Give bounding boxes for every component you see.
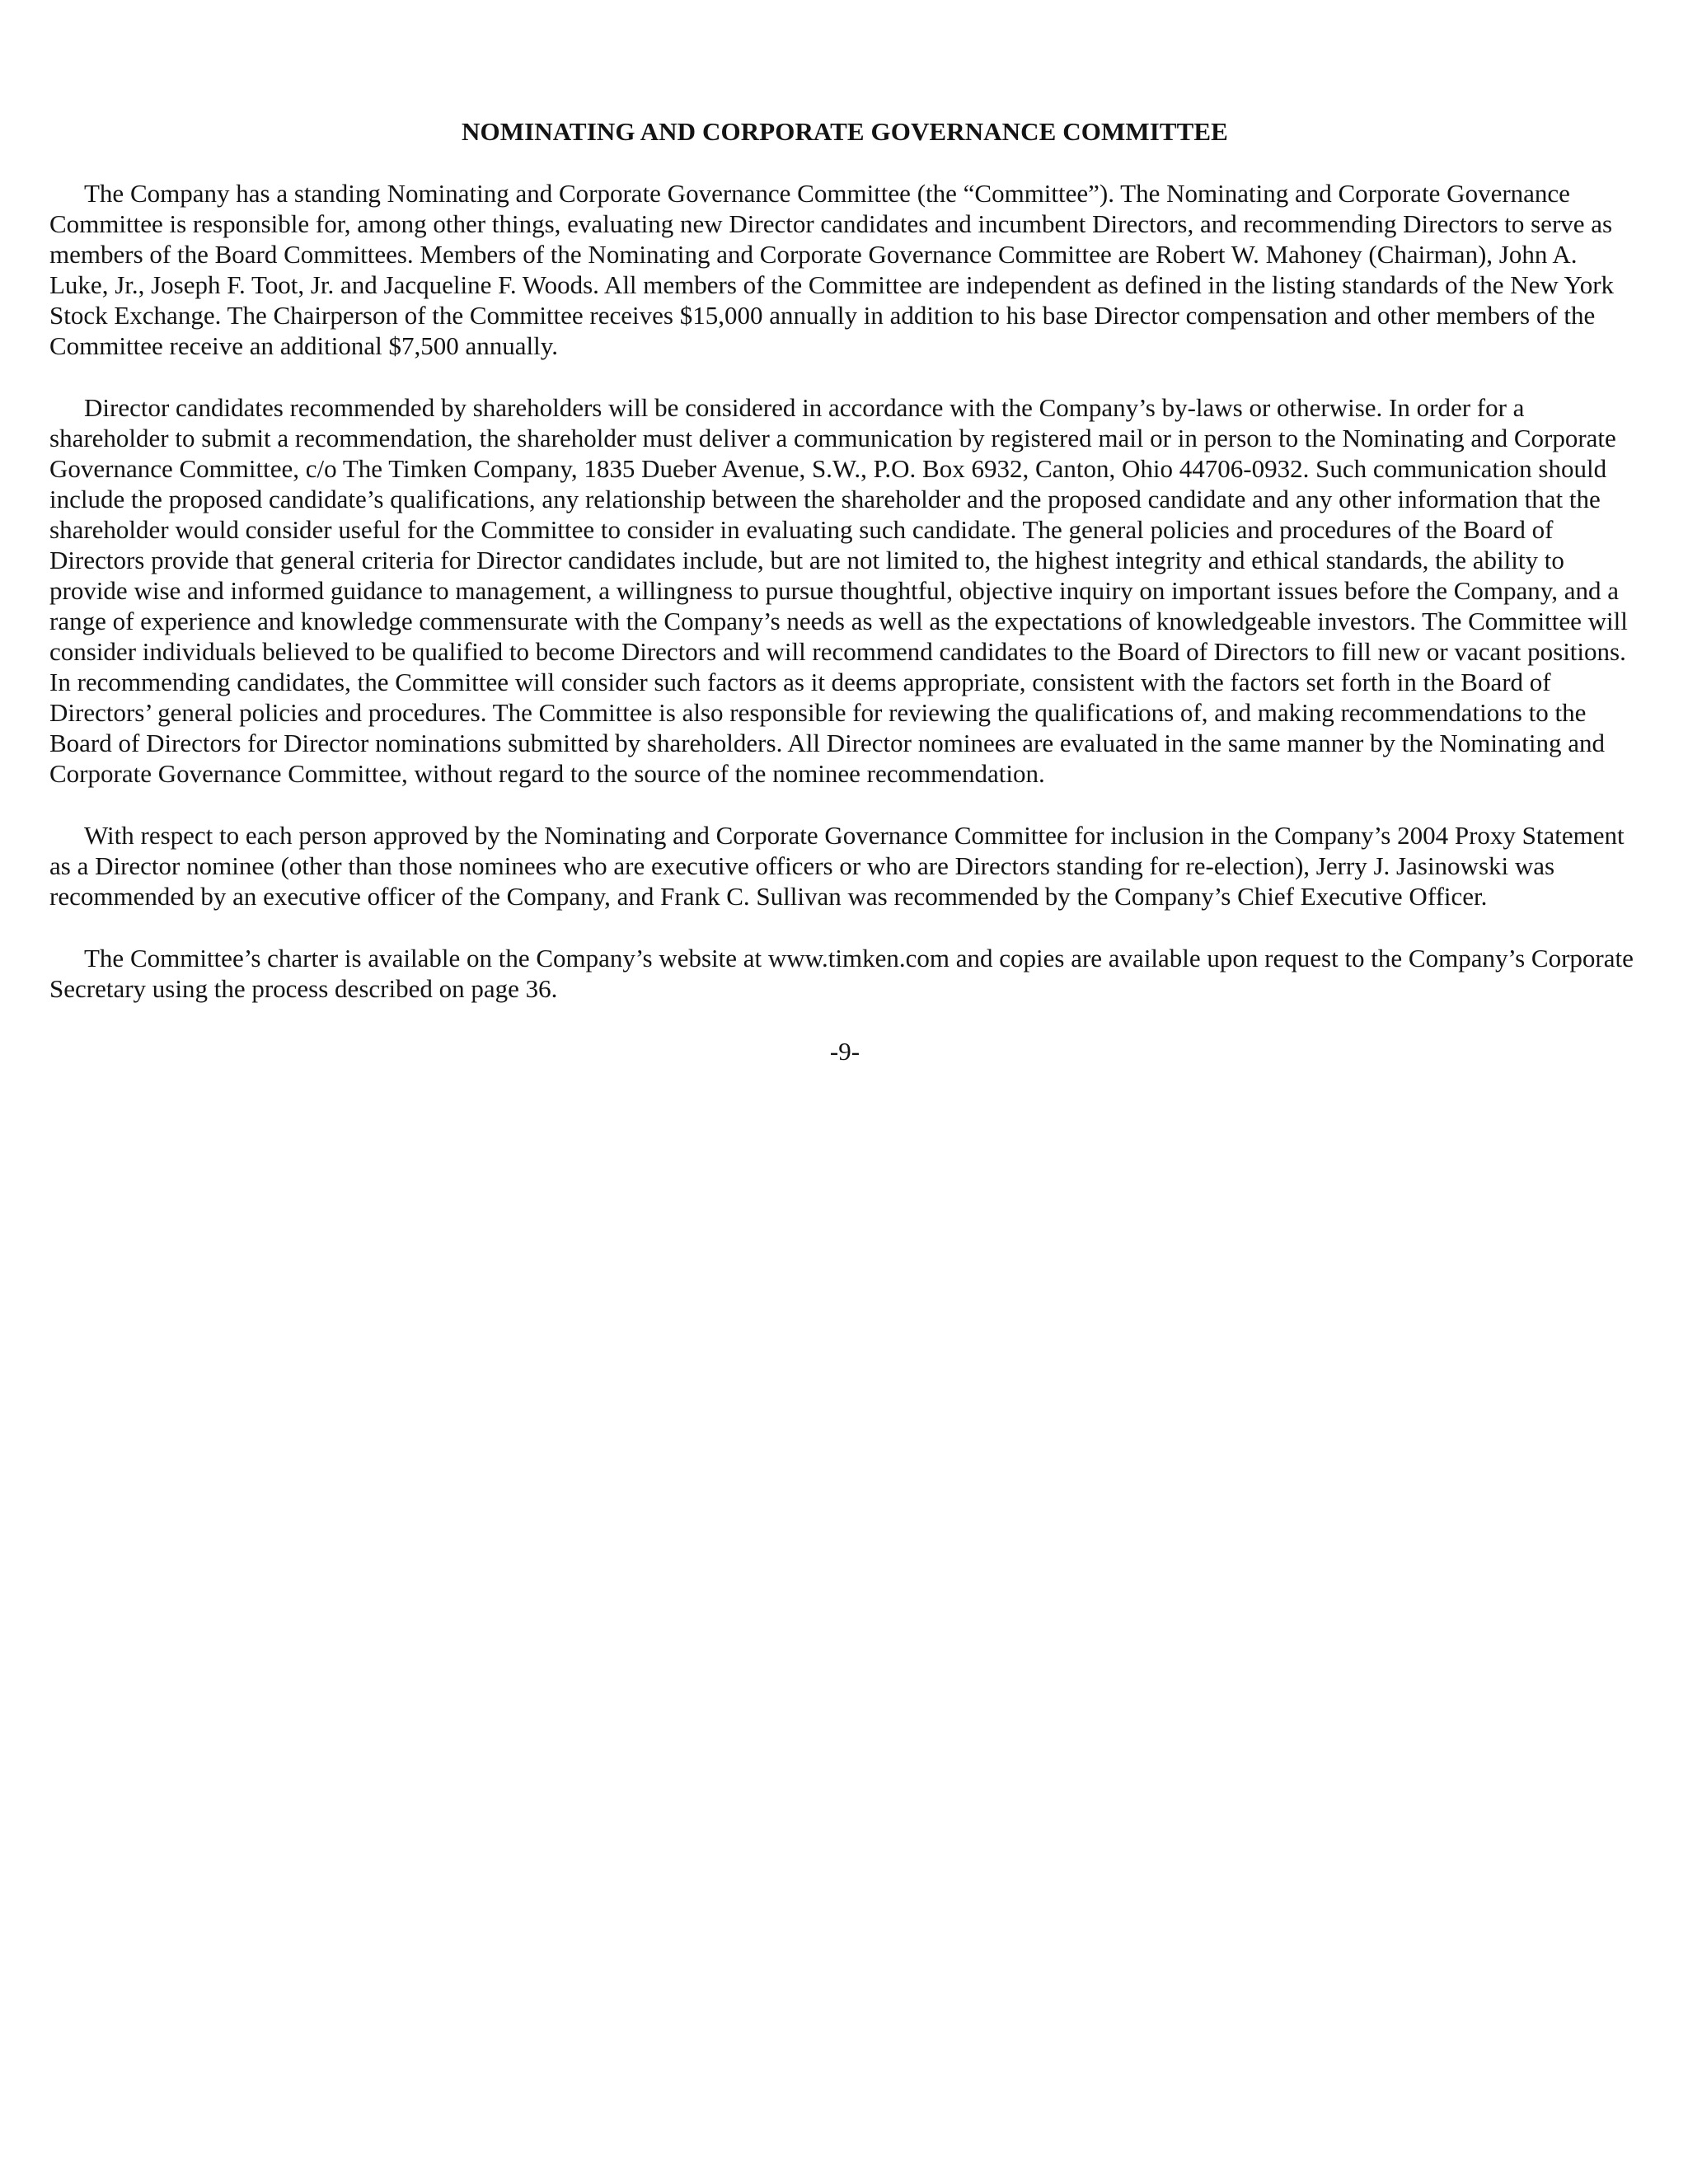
- paragraph-nominee-recommendations: With respect to each person approved by the Nominating and Corporate Governance Committee for inclusion in the Company’s 2004 Proxy Statement as a Director nominee (other than those nominees who are executive officers or who are Directors standing for re-election), Jerry J. Jasinowski was recommended by an executive officer of the Company, and Frank C. Sullivan was recommended by the Company’s Chief Executive Officer.: [49, 821, 1625, 911]
- page-number: -9-: [829, 1037, 860, 1066]
- paragraph-committee-overview: The Company has a standing Nominating and Corporate Governance Committee (the “Committee”). The Nominating and Corporate Governance Committee is responsible for, among other things, evaluating new Director candidates and incumbent Directors, and recommending Directors to serve as members of the Board Committees. Members of the Nominating and Corporate Governance Committee are Robert W. Mahoney (Chairman), John A. Luke, Jr., Joseph F. Toot, Jr. and Jacqueline F. Woods. All members of the Committee are independent as defined in the listing standards of the New York Stock Exchange. The Chairperson of the Committee receives $15,000 annually in addition to his base Director compensation and other members of the Committee receive an additional $7,500 annually.: [49, 179, 1615, 360]
- paragraph-director-candidates: Director candidates recommended by shareholders will be considered in accordance with the Company’s by-laws or otherwise. In order for a shareholder to submit a recommendation, the shareholder must deliver a communication by registered mail or in person to the Nominating and Corporate Governance Committee, c/o The Timken Company, 1835 Dueber Avenue, S.W., P.O. Box 6932, Canton, Ohio 44706-0932. Such communication should include the proposed candidate’s qualifications, any relationship between the shareholder and the proposed candidate and any other information that the shareholder would consider useful for the Committee to consider in evaluating such candidate. The general policies and procedures of the Board of Directors provide that general criteria for Director candidates include, but are not limited to, the highest integrity and ethical standards, the ability to provide wise and informed guidance to management, a willingness to pursue thoughtful, objective inquiry on important issues before the Company, and a range of experience and knowledge commensurate with the Company’s needs as well as the expectations of knowledgeable investors. The Committee will consider individuals believed to be qualified to become Directors and will recommend candidates to the Board of Directors to fill new or vacant positions. In recommending candidates, the Committee will consider such factors as it deems appropriate, consistent with the factors set forth in the Board of Directors’ general policies and procedures. The Committee is also responsible for reviewing the qualifications of, and making recommendations to the Board of Directors for Director nominations submitted by shareholders. All Director nominees are evaluated in the same manner by the Nominating and Corporate Governance Committee, without regard to the source of the nominee recommendation.: [49, 393, 1628, 788]
- paragraph-committee-charter: The Committee’s charter is available on the Company’s website at www.timken.com and copies are available upon request to the Company’s Corporate Secretary using the process described on page 36.: [49, 944, 1634, 1003]
- document-page: [49, 115, 1640, 1068]
- section-heading: NOMINATING AND CORPORATE GOVERNANCE COMMITTEE: [462, 117, 1228, 146]
